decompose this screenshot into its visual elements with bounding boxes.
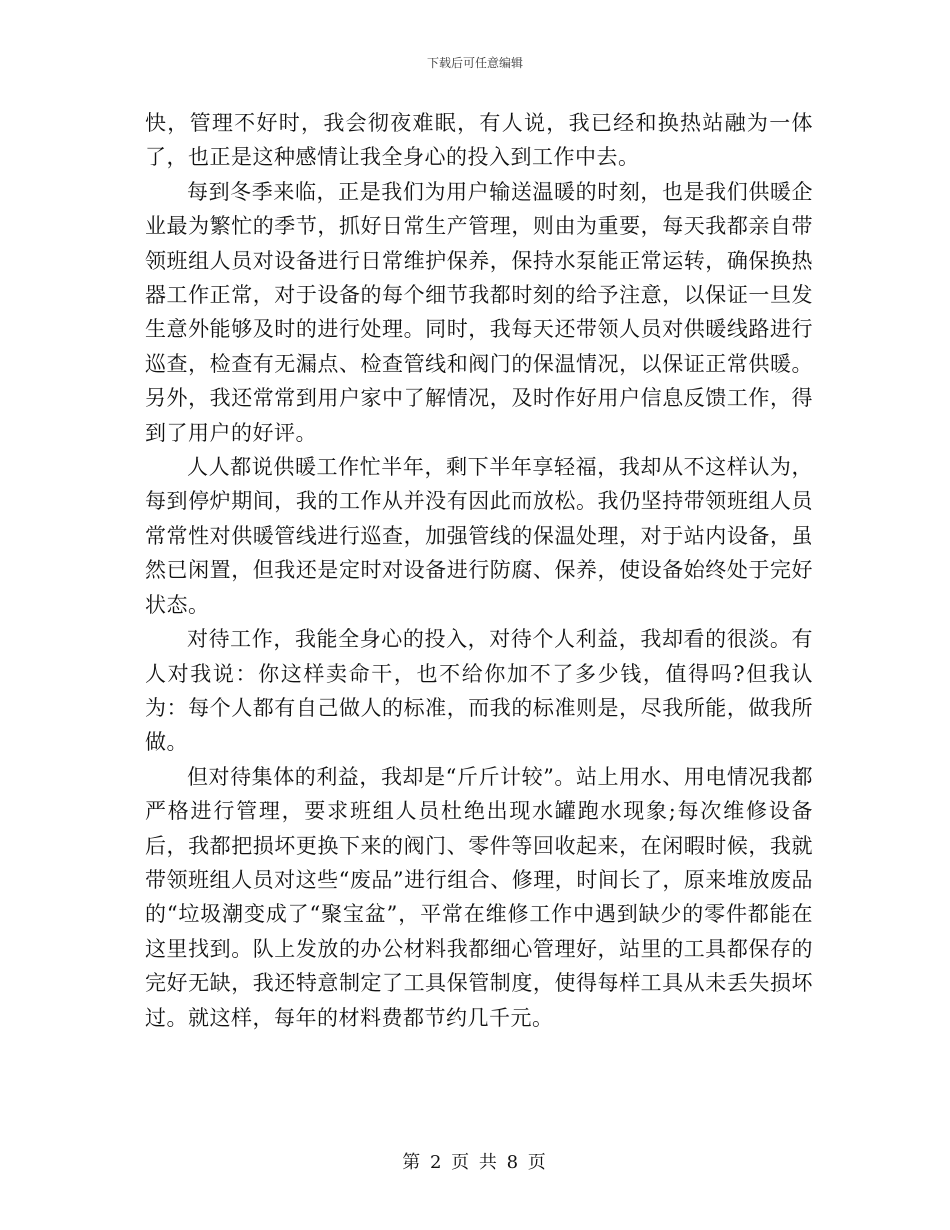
paragraph: 但对待集体的利益，我却是“斤斤计较”。站上用水、用电情况我都严格进行管理，要求班组人员杜绝出现水罐跑水现象;每次维修设备后，我都把损坏更换下来的阀门、零件等回收起来，在闲暇时候，我就带领班组人员对这些“废品”进行组合、修理，时间长了，原来堆放废品的“垃圾潮变成了“聚宝盆”，平常在维修工作中遇到缺少的零件都能在这里找到。队上发放的办公材料我都细心管理好，站里的工具都保存的完好无缺，我还特意制定了工具保管制度，使得每样工具从未丢失损坏过。就这样，每年的材料费都节约几千元。 — [145, 764, 813, 1030]
page-number: 第 2 页 共 8 页 — [402, 1152, 548, 1173]
paragraph: 每到冬季来临，正是我们为用户输送温暖的时刻，也是我们供暖企业最为繁忙的季节，抓好日常生产管理，则由为重要，每天我都亲自带领班组人员对设备进行日常维护保养，保持水泵能正常运转，确保换热器工作正常，对于设备的每个细节我都时刻的给予注意，以保证一旦发生意外能够及时的进行处理。同时，我每天还带领人员对供暖线路进行巡查，检查有无漏点、检查管线和阀门的保温情况，以保证正常供暖。另外，我还常常到用户家中了解情况，及时作好用户信息反馈工作，得到了用户的好评。 — [145, 179, 813, 445]
document-body — [145, 106, 813, 1035]
paragraph: 人人都说供暖工作忙半年，剩下半年享轻福，我却从不这样认为，每到停炉期间，我的工作从并没有因此而放松。我仍坚持带领班组人员常常性对供暖管线进行巡查，加强管线的保温处理，对于站内设备，虽然已闲置，但我还是定时对设备进行防腐、保养，使设备始终处于完好状态。 — [145, 455, 813, 617]
paragraph-continued: 快，管理不好时，我会彻夜难眠，有人说，我已经和换热站融为一体了，也正是这种感情让我全身心的投入到工作中去。 — [145, 111, 813, 170]
paragraph: 对待工作，我能全身心的投入，对待个人利益，我却看的很淡。有人对我说：你这样卖命干，也不给你加不了多少钱，值得吗?但我认为：每个人都有自己做人的标准，而我的标准则是，尽我所能，做我所做。 — [145, 627, 813, 755]
page-header: 下载后可任意编辑 — [426, 56, 523, 70]
